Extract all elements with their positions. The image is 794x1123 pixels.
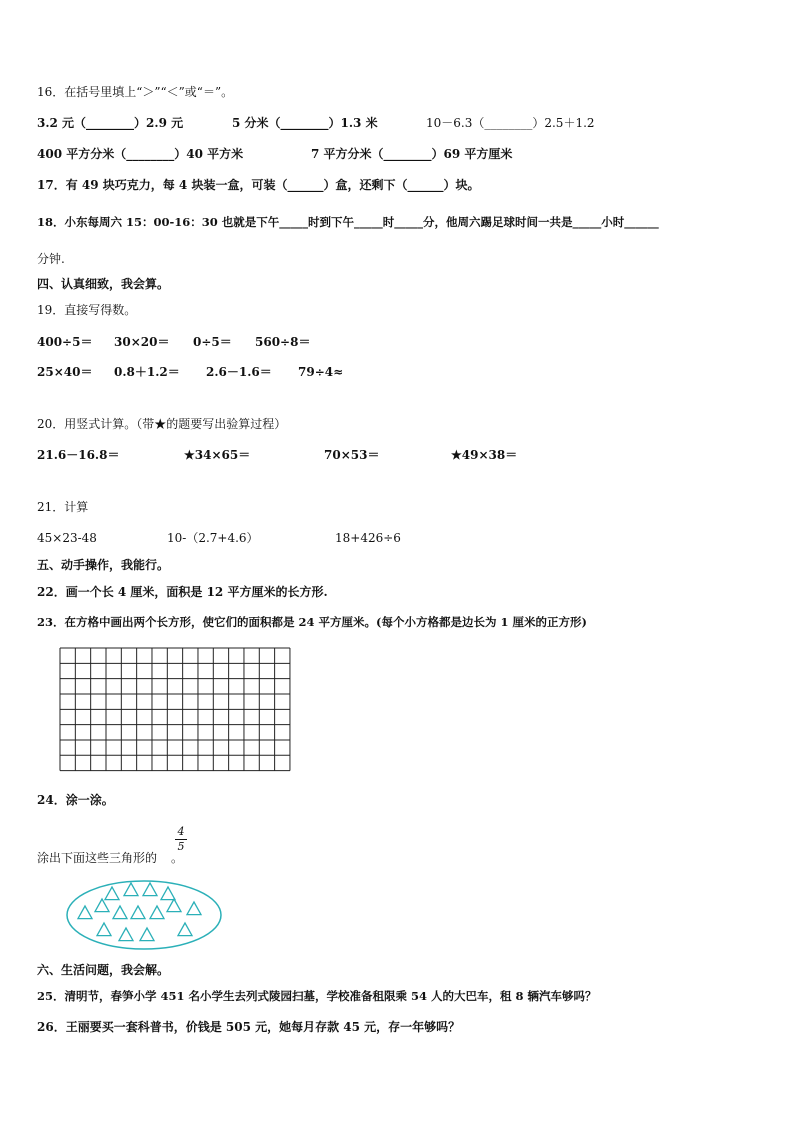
q20-item: ★34×65＝ xyxy=(184,448,251,462)
q19-item: 2.6－1.6＝ xyxy=(206,365,272,379)
section-4-heading: 四、认真细致，我会算。 xyxy=(37,277,170,291)
fraction-denominator: 5 xyxy=(177,840,185,853)
triangle-shape xyxy=(113,906,127,919)
triangle-shape xyxy=(178,923,192,936)
q21-title: 21．计算 xyxy=(37,500,89,514)
q19-item: 560÷8＝ xyxy=(255,335,311,349)
q25-text: 25．清明节，春笋小学 451 名小学生去列式陵园扫墓，学校准备租限乘 54 人的大巴车，租 8 辆汽车够吗？ xyxy=(37,989,597,1003)
q23-text: 23．在方格中画出两个长方形，使它们的面积都是 24 平方厘米。(每个小方格都是边长为 1 厘米的正方形) xyxy=(37,615,587,629)
q24-title: 24．涂一涂。 xyxy=(37,793,114,807)
q16-item-1: 3.2 元（________）2.9 元 xyxy=(37,116,184,130)
q16-item-3: 10－6.3（________）2.5＋1.2 xyxy=(426,116,595,130)
q19-item: 30×20＝ xyxy=(114,335,170,349)
triangle-shape xyxy=(97,923,111,936)
q24-text: 涂出下面这些三角形的 xyxy=(37,851,158,865)
triangle-shape xyxy=(150,906,164,919)
fraction-numerator: 4 xyxy=(177,825,185,838)
q20-title: 20．用竖式计算。（带★的题要写出验算过程） xyxy=(37,417,287,431)
section-6-heading: 六、生活问题，我会解。 xyxy=(37,963,170,977)
triangle-shape xyxy=(161,887,175,900)
q22-text: 22．画一个长 4 厘米，面积是 12 平方厘米的长方形. xyxy=(37,585,328,599)
triangle-shape xyxy=(143,883,157,896)
triangle-shape xyxy=(105,887,119,900)
fraction-four-fifths xyxy=(175,826,187,853)
q26-text: 26．王丽要买一套科普书，价钱是 505 元，她每月存款 45 元，存一年够吗？ xyxy=(37,1020,461,1034)
q19-item: 0÷5＝ xyxy=(193,335,232,349)
q21-item: 18+426÷6 xyxy=(335,531,401,545)
q16-title: 16．在括号里填上“＞”“＜”或“＝”。 xyxy=(37,85,234,99)
q19-item: 0.8＋1.2＝ xyxy=(114,365,180,379)
q24-instruction xyxy=(37,850,183,866)
triangle-shape xyxy=(187,902,201,915)
section-5-heading: 五、动手操作，我能行。 xyxy=(37,558,170,572)
q16-item-2: 5 分米（________）1.3 米 xyxy=(232,116,378,130)
triangle-shape xyxy=(78,906,92,919)
q18-line2: 分钟. xyxy=(37,252,65,266)
triangle-shape xyxy=(124,883,138,896)
triangle-shape xyxy=(140,928,154,941)
q21-item: 45×23-48 xyxy=(37,531,97,545)
q24-end: 。 xyxy=(171,851,184,865)
q18-line1: 18．小东每周六 15：00-16：30 也就是下午_____时到下午_____时_____分，他周六踢足球时间一共是_____小时______ xyxy=(37,215,659,229)
triangle-shape xyxy=(119,928,133,941)
q19-title: 19．直接写得数。 xyxy=(37,303,137,317)
q20-item: ★49×38＝ xyxy=(451,448,518,462)
triangle-shape xyxy=(95,899,109,912)
q21-item: 10-（2.7+4.6） xyxy=(167,531,259,545)
q20-item: 70×53＝ xyxy=(324,448,380,462)
q19-item: 25×40＝ xyxy=(37,365,93,379)
triangle-oval xyxy=(64,877,224,953)
q17-text: 17．有 49 块巧克力，每 4 块装一盒，可装（______）盒，还剩下（______）块。 xyxy=(37,178,480,192)
q19-item: 400÷5＝ xyxy=(37,335,93,349)
q19-item: 79÷4≈ xyxy=(298,365,344,379)
triangle-shape xyxy=(167,899,181,912)
q16-item-5: 7 平方分米（________）69 平方厘米 xyxy=(311,147,513,161)
triangle-shape xyxy=(131,906,145,919)
q20-item: 21.6－16.8＝ xyxy=(37,448,120,462)
q16-item-4: 400 平方分米（________）40 平方米 xyxy=(37,147,244,161)
square-grid[interactable] xyxy=(59,647,291,773)
